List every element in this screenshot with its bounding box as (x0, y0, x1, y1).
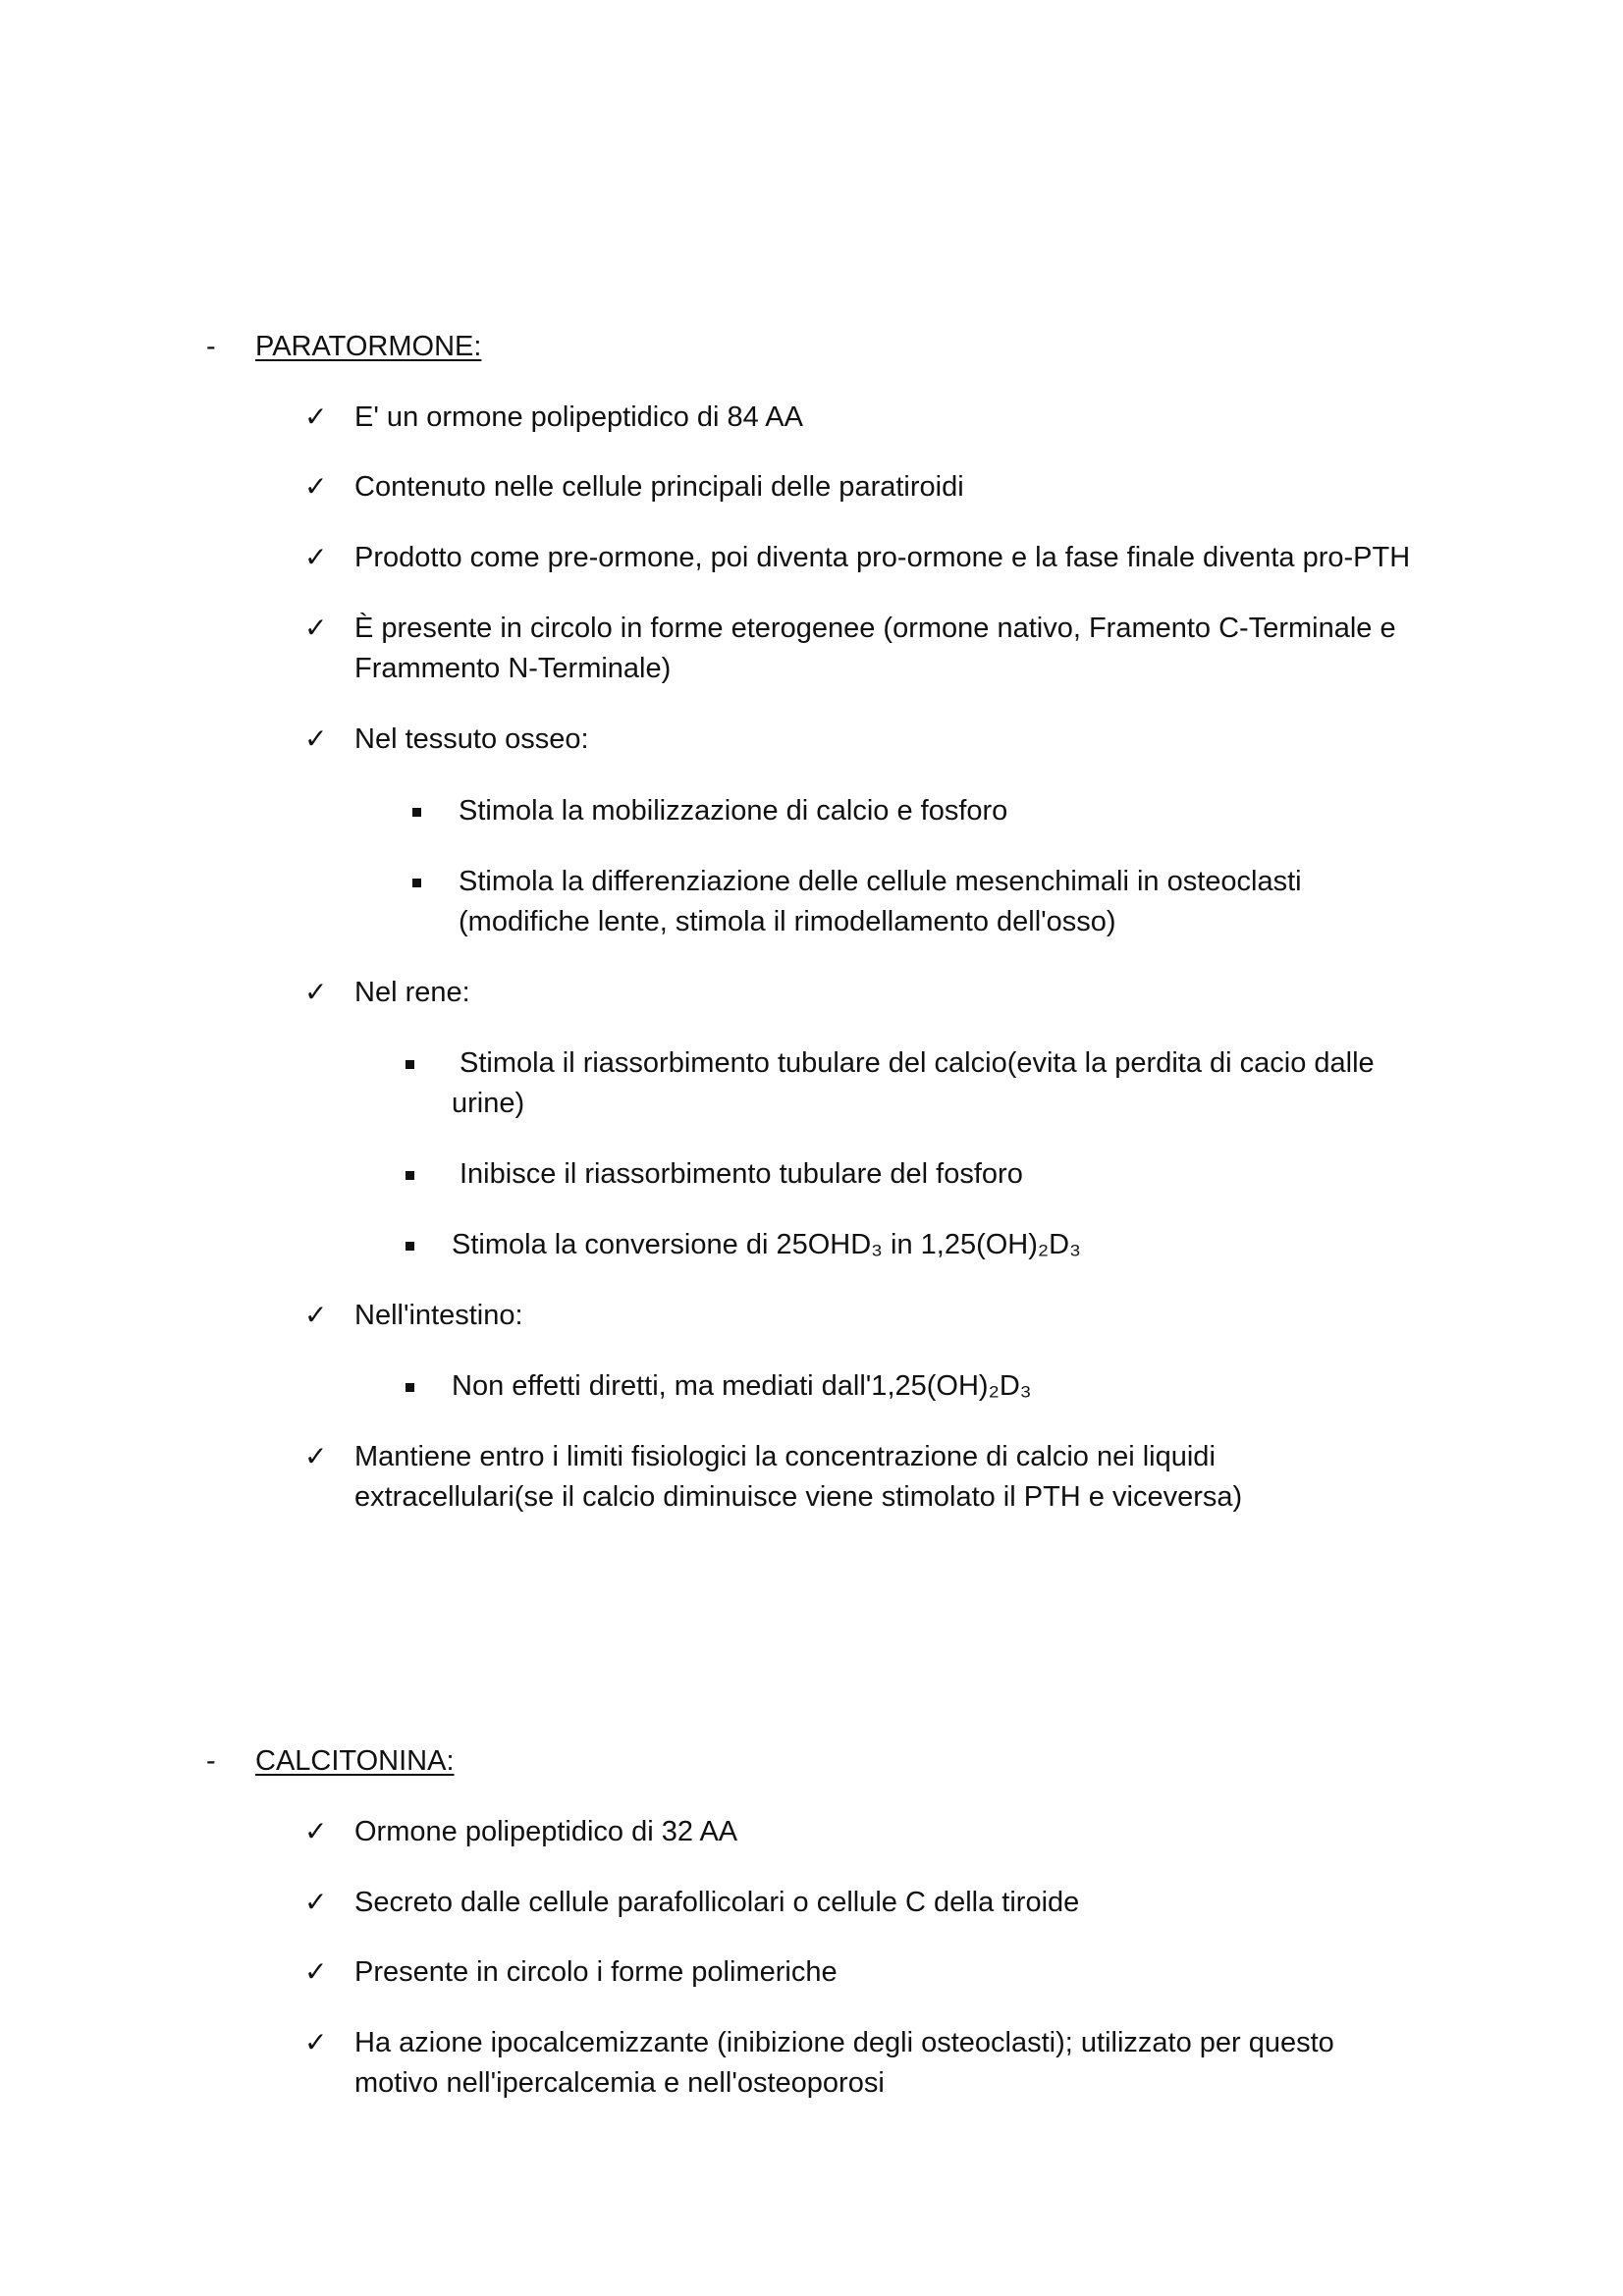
item-text: Ormone polipeptidico di 32 AA (354, 1816, 738, 1847)
section-heading: PARATORMONE: (255, 331, 482, 362)
item-text-line-1: Mantiene entro i limiti fisiologici la concentrazione di calcio nei liquidi (354, 1441, 1216, 1472)
checkmark-icon: ✓ (304, 541, 328, 573)
dash-marker: - (206, 1745, 216, 1777)
checkmark-icon: ✓ (304, 1815, 328, 1847)
checkmark-icon: ✓ (304, 400, 328, 433)
item-text-line-2: motivo nell'ipercalcemia e nell'osteoporosi (354, 2067, 885, 2099)
sub-item-text: Stimola la mobilizzazione di calcio e fosforo (459, 795, 1008, 827)
sub-item-text-line-1: Stimola la differenziazione delle cellule mesenchimali in osteoclasti (459, 866, 1302, 897)
item-text: Presente in circolo i forme polimeriche (354, 1956, 838, 1988)
checkmark-icon: ✓ (304, 612, 328, 644)
sub-item-text: Inibisce il riassorbimento tubulare del fosforo (460, 1158, 1023, 1190)
item-text-line-1: È presente in circolo in forme eterogenee (ormone nativo, Framento C-Terminale e (354, 613, 1396, 644)
item-text: Secreto dalle cellule parafollicolari o cellule C della tiroide (354, 1887, 1080, 1918)
sub-item-text: Stimola la conversione di 25OHD₃ in 1,25(OH)₂D₃ (452, 1229, 1081, 1260)
checkmark-icon: ✓ (304, 976, 328, 1008)
item-text-line-2: extracellulari(se il calcio diminuisce viene stimolato il PTH e viceversa) (354, 1481, 1243, 1513)
square-bullet-icon (406, 1060, 414, 1069)
checkmark-icon: ✓ (304, 470, 328, 503)
sub-item-text-line-1: Stimola il riassorbimento tubulare del calcio(evita la perdita di cacio dalle (460, 1047, 1375, 1079)
checkmark-icon: ✓ (304, 2026, 328, 2058)
section-heading: CALCITONINA: (255, 1745, 455, 1777)
sub-item-text: Non effetti diretti, ma mediati dall'1,25(OH)₂D₃ (452, 1370, 1032, 1402)
square-bullet-icon (412, 879, 421, 887)
item-text-line-1: Ha azione ipocalcemizzante (inibizione degli osteoclasti); utilizzato per questo (354, 2027, 1334, 2058)
item-text: Nel tessuto osseo: (354, 723, 589, 755)
checkmark-icon: ✓ (304, 1299, 328, 1331)
checkmark-icon: ✓ (304, 1955, 328, 1988)
checkmark-icon: ✓ (304, 722, 328, 755)
checkmark-icon: ✓ (304, 1886, 328, 1918)
item-text: Nell'intestino: (354, 1300, 523, 1331)
square-bullet-icon (406, 1242, 414, 1251)
dash-marker: - (206, 331, 216, 362)
item-text: E' un ormone polipeptidico di 84 AA (354, 401, 803, 433)
item-text: Nel rene: (354, 977, 470, 1008)
sub-item-text-line-2: urine) (452, 1088, 525, 1119)
item-text-line-2: Frammento N-Terminale) (354, 653, 672, 684)
item-text: Prodotto come pre-ormone, poi diventa pro-ormone e la fase finale diventa pro-PTH (354, 542, 1411, 573)
square-bullet-icon (406, 1383, 414, 1392)
square-bullet-icon (412, 808, 421, 817)
square-bullet-icon (406, 1171, 414, 1180)
item-text: Contenuto nelle cellule principali delle paratiroidi (354, 471, 964, 503)
checkmark-icon: ✓ (304, 1440, 328, 1472)
sub-item-text-line-2: (modifiche lente, stimola il rimodellamento dell'osso) (459, 906, 1116, 937)
